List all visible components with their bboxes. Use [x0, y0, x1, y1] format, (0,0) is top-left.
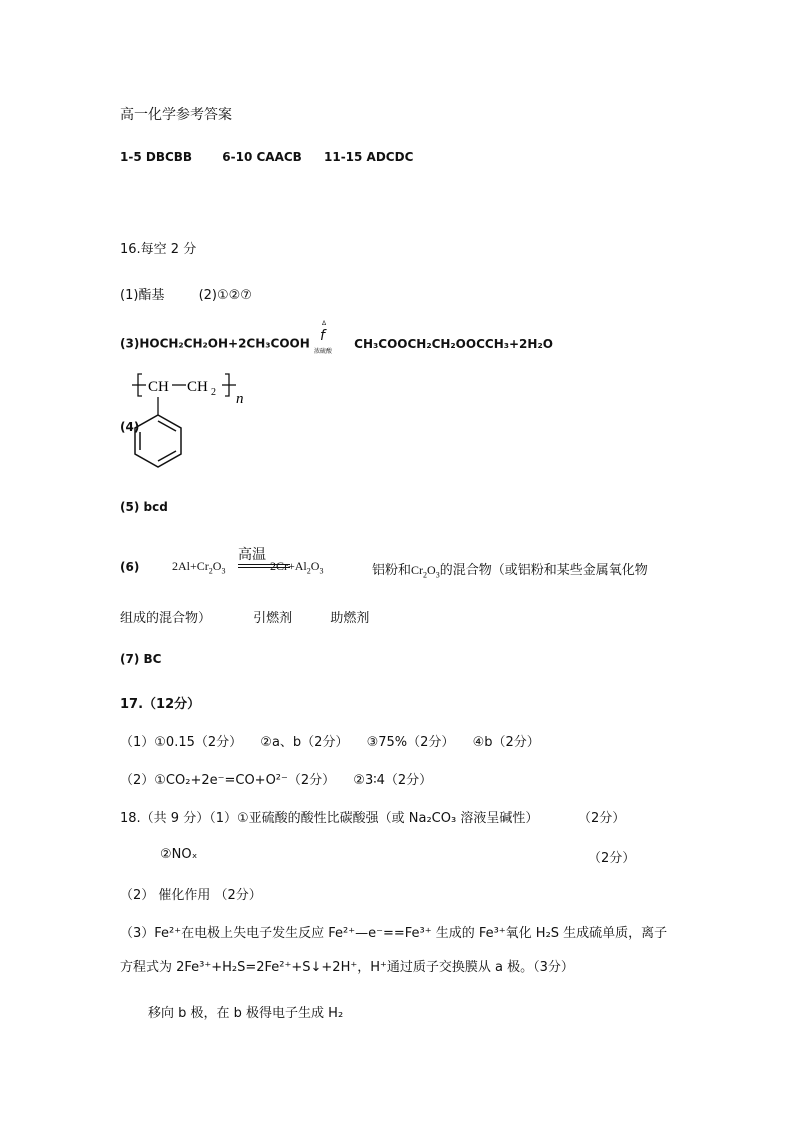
benzene-ring [135, 415, 181, 467]
q17-header: 17.（12分） [120, 697, 201, 712]
reversible-symbol: f [319, 328, 325, 344]
eq-products: $2Cr+Al_2O_3$ [270, 559, 324, 576]
formula-ch: CH [148, 379, 169, 395]
q18-line1-score: （2分） [578, 811, 626, 826]
q18-line6: 移向 b 极，在 b 极得电子生成 H₂ [148, 1006, 344, 1021]
q18-1: 18.（共 9 分）（1）①亚硫酸的酸性比碳酸强（或 Na₂CO₃ 溶液呈碱性） [120, 811, 539, 826]
thermite-description: 铝粉和$Cr_2O_3$的混合物（或铝粉和某些金属氧化物 [372, 563, 648, 580]
mixture-text: 组成的混合物） [120, 611, 212, 626]
q18-line4: （3）Fe²⁺在电极上失电子发生反应 Fe²⁺—e⁻==Fe³⁺ 生成的 Fe³⁺氧化 H₂S 生成硫单质，离子 [120, 926, 668, 941]
q17-line2 [120, 769, 432, 788]
desc-part1: 铝粉和 [372, 563, 412, 578]
desc-part2: 的混合物（或铝粉和某些金属氧化物 [439, 563, 648, 578]
choice-1-5: 1-5 DBCBB [120, 150, 193, 164]
document-title: 高一化学参考答案 [120, 107, 232, 123]
heat-symbol: Δ [321, 320, 327, 327]
q17-1d: ④b（2分） [472, 735, 540, 750]
q18-line2: ②NOₓ [160, 847, 198, 862]
q17-1c: ③75%（2分） [366, 735, 455, 750]
q18-line1 [120, 807, 538, 826]
q17-2b: ②3∶4（2分） [353, 773, 433, 788]
q17-1a: （1）①0.15（2分） [120, 735, 243, 750]
q18-line5: 方程式为 2Fe³⁺+H₂S=2Fe²⁺+S↓+2H⁺，H⁺通过质子交换膜从 a 极。（3分） [120, 960, 574, 975]
q16-2: (2)①②⑦ [198, 288, 252, 303]
q16-part3 [120, 320, 553, 356]
formula-ch2: CH [187, 379, 208, 395]
q17-2a: （2）①CO₂+2e⁻=CO+O²⁻（2分） [120, 773, 336, 788]
thermite-equation: $2Al+Cr_2O_3$ [172, 559, 226, 576]
choice-11-15: 11-15 ADCDC [324, 150, 414, 164]
q16-6-label: (6) [120, 560, 140, 574]
q16-3-lhs: (3)HOCH₂CH₂OH+2CH₃COOH [120, 336, 310, 351]
q16-part1 [120, 284, 252, 303]
high-temperature-label: 高温 [238, 547, 266, 563]
polystyrene-structure [132, 370, 272, 480]
bracket-right [222, 374, 236, 396]
bracket-left [132, 374, 146, 396]
combustion-aid: 助燃剂 [330, 611, 370, 626]
ignition-agent: 引燃剂 [253, 611, 293, 626]
choice-answers [120, 150, 413, 164]
q16-part6-line2 [120, 607, 369, 626]
q16-4-label: (4) [120, 420, 140, 434]
eq-rhs: 2Cr+Al [270, 559, 307, 573]
q17-line1 [120, 731, 540, 750]
q18-line3: （2） 催化作用 （2分） [120, 888, 262, 903]
choice-6-10: 6-10 CAACB [222, 150, 302, 164]
eq-lhs: 2Al+Cr [172, 559, 209, 573]
q16-part7: (7) BC [120, 652, 162, 666]
q16-3-rhs: CH₃COOCH₂CH₂OOCCH₃+2H₂O [354, 336, 553, 351]
catalyst-label: 浓硫酸 [313, 348, 332, 355]
q16-header: 16.每空 2 分 [120, 242, 197, 257]
q16-part5: (5) bcd [120, 500, 168, 514]
q16-part4 [120, 370, 280, 480]
q16-1: (1)酯基 [120, 288, 165, 303]
reaction-condition [313, 320, 344, 356]
q18-line2-score: （2分） [588, 851, 636, 866]
q17-1b: ②a、b（2分） [260, 735, 349, 750]
formula-ch2-subscript: 2 [211, 387, 216, 398]
polymer-n: n [236, 391, 244, 407]
